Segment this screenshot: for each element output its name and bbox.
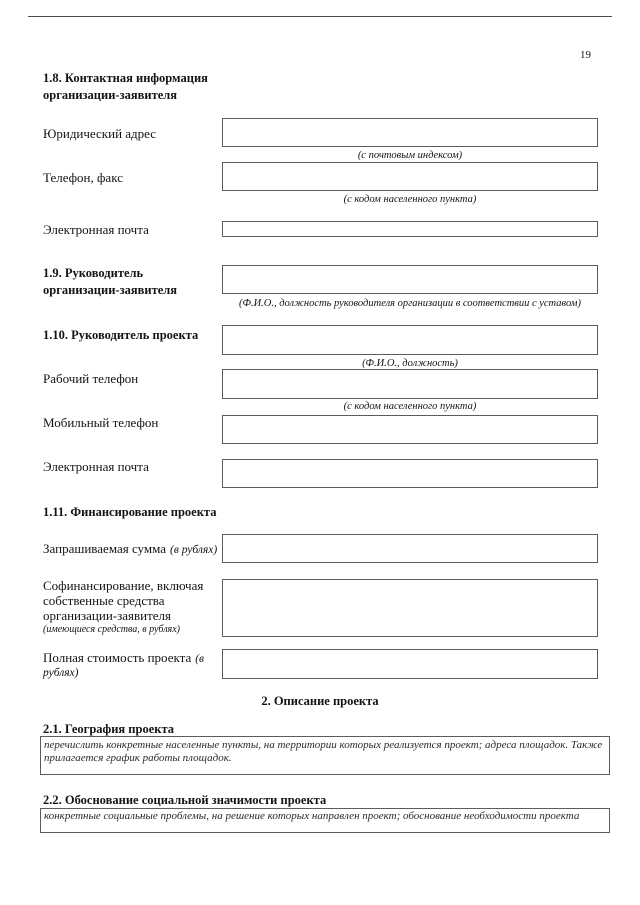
cofinancing-line2: собственные средства [43, 593, 165, 608]
requested-amount-text: Запрашиваемая сумма [43, 541, 167, 556]
section-2-title: 2. Описание проекта [261, 694, 379, 708]
project-head-field[interactable] [222, 325, 598, 355]
legal-address-label: Юридический адрес [43, 126, 157, 141]
requested-amount-unit: (в рублях) [170, 544, 218, 556]
project-head-hint: (Ф.И.О., должность) [362, 358, 458, 369]
geography-field[interactable] [40, 736, 610, 775]
top-rule [28, 16, 612, 17]
geography-hint-line2: прилагается график работы площадок. [44, 752, 232, 764]
total-cost-label [43, 651, 204, 680]
section-1-11-title: 1.11. Финансирование проекта [43, 505, 217, 519]
cofinancing-line3: организации-заявителя [43, 608, 172, 623]
work-phone-hint: (с кодом населенного пункта) [343, 401, 477, 412]
cofinancing-note: (имеющиеся средства, в рублях) [43, 624, 180, 635]
work-phone-label: Рабочий телефон [43, 371, 139, 386]
section-2-1-title: 2.1. География проекта [43, 722, 174, 736]
project-email-field[interactable] [222, 459, 598, 488]
cofinancing-field[interactable] [222, 579, 598, 637]
total-cost-unit-part2: рублях) [43, 667, 79, 679]
mobile-phone-field[interactable] [222, 415, 598, 444]
section-1-9-title-line1: 1.9. Руководитель [43, 266, 144, 280]
section-1-8-title [43, 70, 208, 104]
phone-fax-field[interactable] [222, 162, 598, 191]
requested-amount-label [43, 541, 217, 558]
section-2-2-title: 2.2. Обоснование социальной значимости проекта [43, 793, 327, 807]
org-head-hint: (Ф.И.О., должность руководителя организации в соответствии с уставом) [239, 298, 581, 309]
phone-fax-hint: (с кодом населенного пункта) [343, 194, 477, 205]
legal-address-hint: (с почтовым индексом) [357, 150, 463, 161]
cofinancing-label [43, 578, 203, 636]
org-email-field[interactable] [222, 221, 598, 237]
org-head-field[interactable] [222, 265, 598, 294]
significance-field[interactable] [40, 808, 610, 833]
geography-hint-line1: перечислить конкретные населенные пункты, на территории которых реализуется проект; адреса площадок. Также [44, 739, 603, 751]
legal-address-field[interactable] [222, 118, 598, 147]
section-1-10-title: 1.10. Руководитель проекта [43, 328, 199, 342]
geography-hint [41, 737, 609, 765]
project-email-label: Электронная почта [43, 459, 149, 474]
cofinancing-line1: Софинансирование, включая [43, 578, 204, 593]
page-number: 19 [580, 49, 591, 61]
total-cost-line1 [43, 651, 204, 666]
section-1-9-title-line2: организации-заявителя [43, 283, 178, 297]
section-1-8-title-line2: организации-заявителя [43, 88, 178, 102]
section-1-9-title [43, 265, 177, 299]
total-cost-field[interactable] [222, 649, 598, 679]
org-email-label: Электронная почта [43, 222, 149, 237]
mobile-phone-label: Мобильный телефон [43, 415, 159, 430]
total-cost-text: Полная стоимость проекта [43, 650, 192, 665]
total-cost-unit-part1: (в [195, 653, 205, 665]
phone-fax-label: Телефон, факс [43, 170, 123, 185]
significance-hint: конкретные социальные проблемы, на решение которых направлен проект; обоснование необходимости проекта [44, 810, 580, 822]
section-1-8-title-line1: 1.8. Контактная информация [43, 71, 208, 85]
requested-amount-field[interactable] [222, 534, 598, 563]
work-phone-field[interactable] [222, 369, 598, 399]
